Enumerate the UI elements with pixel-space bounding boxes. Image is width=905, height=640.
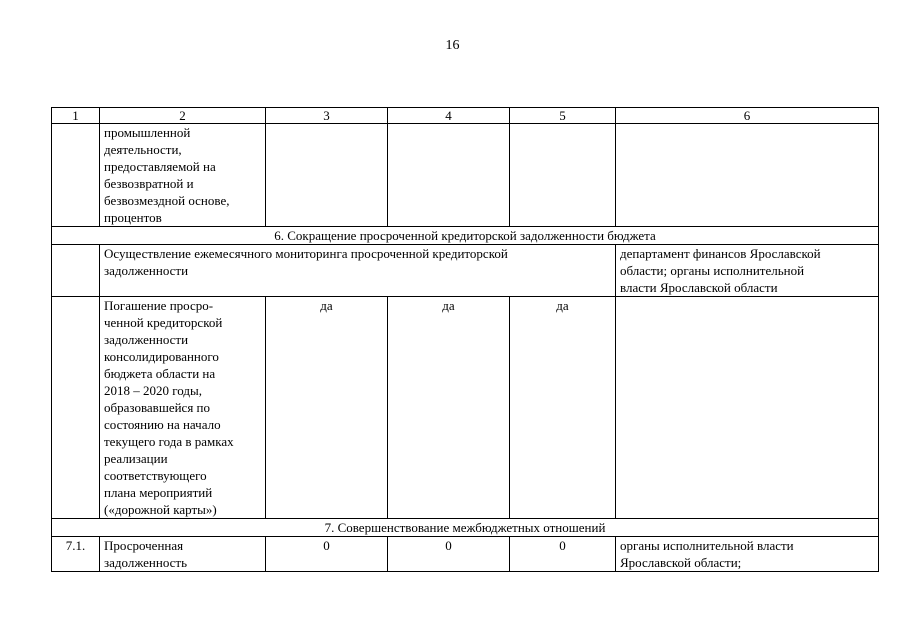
value-cell: да [266, 297, 388, 519]
header-cell: 2 [100, 108, 266, 124]
row-number-cell [52, 297, 100, 519]
value-cell: да [388, 297, 510, 519]
page-number: 16 [445, 38, 460, 53]
responsible-cell: департамент финансов Ярославской области; органы исполнительной власти Ярославской области [616, 245, 879, 297]
header-cell: 6 [616, 108, 879, 124]
responsible-cell [616, 297, 879, 519]
section-heading-7: 7. Совершенствование межбюджетных отношений [52, 519, 879, 537]
header-row [52, 108, 879, 124]
header-cell: 3 [266, 108, 388, 124]
value-cell: 0 [388, 537, 510, 572]
table-row [52, 297, 879, 519]
indicator-cell: промышленной деятельности, предоставляемой на безвозвратной и безвозмездной основе, процентов [100, 124, 266, 227]
indicator-cell: Погашение просро- ченной кредиторской задолженности консолидированного бюджета области на 2018 – 2020 годы, образовавшейся по состоянию на начало текущего года в рамках реализации соответствующего плана мероприятий («дорожной карты») [100, 297, 266, 519]
header-cell: 4 [388, 108, 510, 124]
table-row [52, 245, 879, 297]
value-cell: да [510, 297, 616, 519]
row-number-cell [52, 245, 100, 297]
section-row [52, 227, 879, 245]
header-cell: 5 [510, 108, 616, 124]
table-row [52, 124, 879, 227]
measure-cell: Осуществление ежемесячного мониторинга просроченной кредиторской задолженности [100, 245, 616, 297]
value-cell [266, 124, 388, 227]
section-heading-6: 6. Сокращение просроченной кредиторской задолженности бюджета [52, 227, 879, 245]
indicator-cell: Просроченная задолженность [100, 537, 266, 572]
row-number-cell: 7.1. [52, 537, 100, 572]
header-cell: 1 [52, 108, 100, 124]
value-cell: 0 [266, 537, 388, 572]
section-row [52, 519, 879, 537]
row-number-cell [52, 124, 100, 227]
value-cell [510, 124, 616, 227]
responsible-cell [616, 124, 879, 227]
value-cell [388, 124, 510, 227]
table-row [52, 537, 879, 572]
value-cell: 0 [510, 537, 616, 572]
responsible-cell: органы исполнительной власти Ярославской области; [616, 537, 879, 572]
plan-table [51, 107, 879, 572]
